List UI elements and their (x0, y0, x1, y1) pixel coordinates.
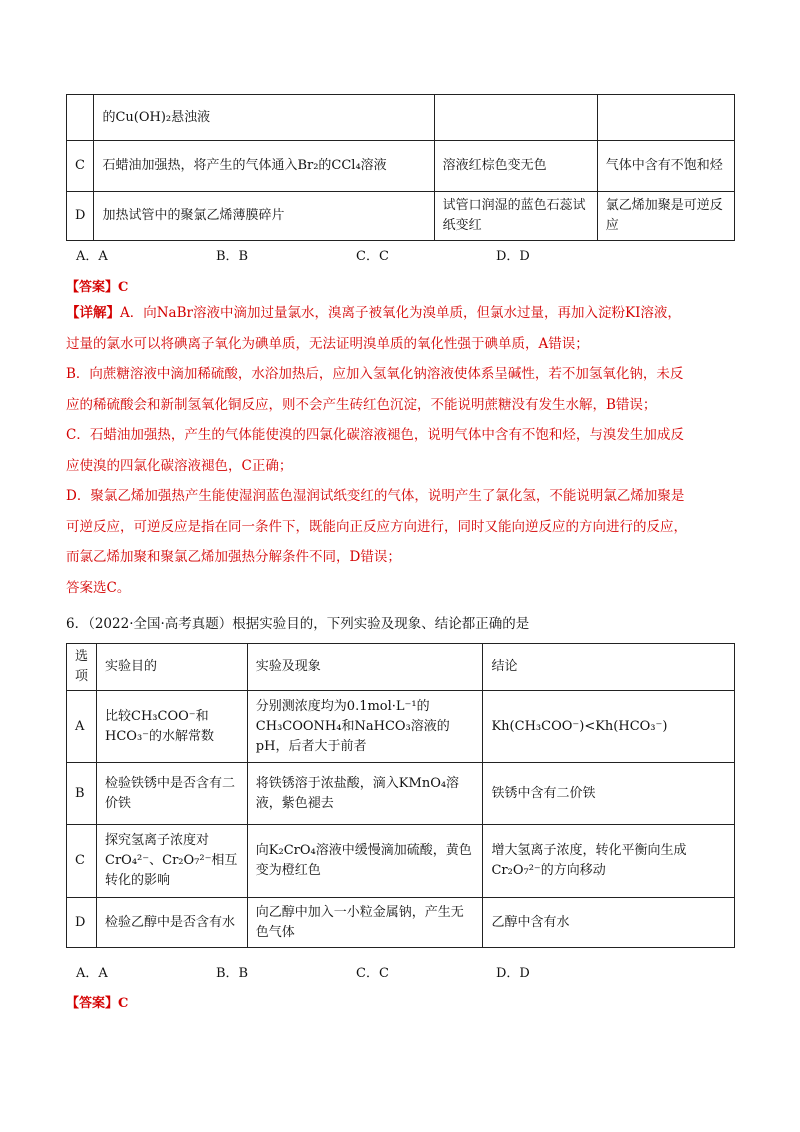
purpose-cell: 比较CH₃COO⁻和HCO₃⁻的水解常数 (97, 691, 248, 763)
answer-value: C (118, 996, 129, 1011)
answer-line (66, 992, 128, 1011)
question6-stem: 6．（2022·全国·高考真题）根据实验目的，下列实验及现象、结论都正确的是 (66, 616, 530, 632)
option-b[interactable]: B．B (216, 249, 249, 264)
answer-line (66, 276, 128, 295)
option-label: B (67, 763, 97, 825)
conclusion-cell: 气体中含有不饱和烃 (597, 141, 734, 192)
table-row (67, 192, 735, 241)
option-label: D (67, 192, 94, 241)
table-row (67, 691, 735, 763)
explanation-line: C．石蜡油加强热，产生的气体能使溴的四氯化碳溶液褪色，说明气体中含有不饱和烃，与溴发生加成反 (66, 427, 684, 443)
purpose-cell: 检验乙醇中是否含有水 (97, 898, 248, 948)
phenomenon-cell (434, 95, 597, 141)
option-label: A (67, 691, 97, 763)
conclusion-cell: 乙醇中含有水 (483, 898, 735, 948)
option-a[interactable]: A．A (76, 249, 108, 264)
option-label: D (67, 898, 97, 948)
header-purpose: 实验目的 (97, 644, 248, 691)
option-d[interactable]: D．D (496, 249, 530, 264)
header-option: 选项 (67, 644, 97, 691)
option-d[interactable]: D．D (496, 966, 530, 981)
table-row (67, 898, 735, 948)
explanation-line: 而氯乙烯加聚和聚氯乙烯加强热分解条件不同，D错误； (66, 549, 401, 565)
phenomenon-cell: 试管口润湿的蓝色石蕊试纸变红 (434, 192, 597, 241)
phenomenon-cell: 向K₂CrO₄溶液中缓慢滴加硫酸，黄色变为橙红色 (247, 825, 483, 898)
experiment-cell: 加热试管中的聚氯乙烯薄膜碎片 (94, 192, 434, 241)
conclusion-cell: Kh(CH₃COO⁻)<Kh(HCO₃⁻) (483, 691, 735, 763)
answer-tag: 【答案】 (66, 996, 119, 1011)
option-b[interactable]: B．B (216, 966, 249, 981)
conclusion-cell: 氯乙烯加聚是可逆反应 (597, 192, 734, 241)
table-row (67, 95, 735, 141)
option-label: C (67, 141, 94, 192)
explanation-tag: 【详解】 (66, 305, 120, 321)
phenomenon-cell: 分别测浓度均为0.1mol·L⁻¹的CH₃COONH₄和NaHCO₃溶液的pH，后者大于前者 (247, 691, 483, 763)
question5-table (66, 94, 735, 241)
table-header-row (67, 644, 735, 691)
conclusion-cell: 增大氢离子浓度，转化平衡向生成Cr₂O₇²⁻的方向移动 (483, 825, 735, 898)
phenomenon-cell: 溶液红棕色变无色 (434, 141, 597, 192)
explanation-line: B．向蔗糖溶液中滴加稀硫酸，水浴加热后，应加入氢氧化钠溶液使体系呈碱性，若不加氢氧化钠，未反 (66, 366, 684, 382)
explanation-line: 【详解】A．向NaBr溶液中滴加过量氯水，溴离子被氧化为溴单质，但氯水过量，再加入淀粉KI溶液， (66, 305, 681, 321)
explanation-line: 应使溴的四氯化碳溶液褪色，C正确； (66, 457, 293, 474)
table-row (67, 141, 735, 192)
purpose-cell: 探究氢离子浓度对CrO₄²⁻、Cr₂O₇²⁻相互转化的影响 (97, 825, 248, 898)
answer-value: C (118, 280, 129, 295)
header-conclusion: 结论 (483, 644, 735, 691)
experiment-cell: 石蜡油加强热，将产生的气体通入Br₂的CCl₄溶液 (94, 141, 434, 192)
option-c[interactable]: C．C (356, 966, 389, 981)
option-label (67, 95, 94, 141)
option-label: C (67, 825, 97, 898)
table-row (67, 763, 735, 825)
explanation-line: 答案选C。 (66, 579, 131, 596)
option-a[interactable]: A．A (76, 966, 108, 981)
experiment-cell: 的Cu(OH)₂悬浊液 (94, 95, 434, 141)
conclusion-cell: 铁锈中含有二价铁 (483, 763, 735, 825)
explanation (66, 298, 738, 603)
table-row (67, 825, 735, 898)
explanation-line: 应的稀硫酸会和新制氢氧化铜反应，则不会产生砖红色沉淀，不能说明蔗糖没有发生水解，B错误； (66, 396, 657, 413)
answer-tag: 【答案】 (66, 280, 119, 295)
explanation-line: 过量的氯水可以将碘离子氧化为碘单质，无法证明溴单质的氧化性强于碘单质，A错误； (66, 335, 589, 352)
phenomenon-cell: 向乙醇中加入一小粒金属钠，产生无色气体 (247, 898, 483, 948)
phenomenon-cell: 将铁锈溶于浓盐酸，滴入KMnO₄溶液，紫色褪去 (247, 763, 483, 825)
purpose-cell: 检验铁锈中是否含有二价铁 (97, 763, 248, 825)
header-phenomenon: 实验及现象 (247, 644, 483, 691)
option-c[interactable]: C．C (356, 249, 389, 264)
explanation-line: D．聚氯乙烯加强热产生能使湿润蓝色湿润试纸变红的气体，说明产生了氯化氢，不能说明氯乙烯加聚是 (66, 488, 685, 504)
question6-table (66, 643, 735, 948)
conclusion-cell (597, 95, 734, 141)
explanation-line: 可逆反应，可逆反应是指在同一条件下，既能向正反应方向进行，同时又能向逆反应的方向进行的反应， (66, 518, 687, 535)
